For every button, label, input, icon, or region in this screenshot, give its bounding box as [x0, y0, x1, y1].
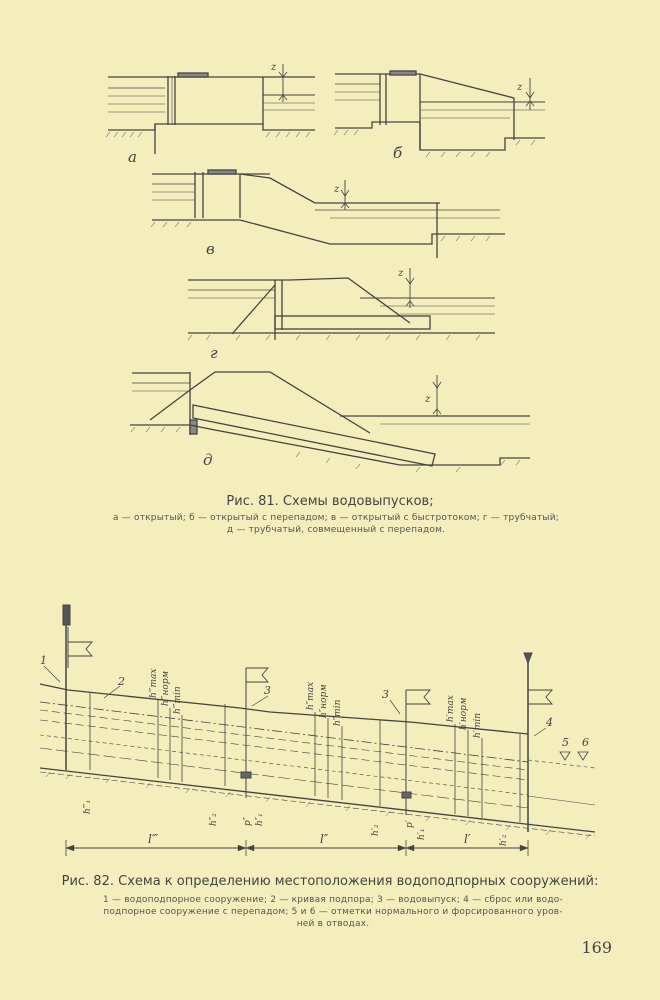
figure-81-caption-line: а — открытый; б — открытый с перепадом; в — открытый с быстротоком; г — трубчатый; — [112, 513, 560, 523]
figure-82-caption-line: подпорное сооружение с перепадом; 5 и 6 — отметки нормального и форсированного уров- — [103, 907, 563, 917]
diagram-a — [108, 64, 315, 154]
depth-label: p′ — [405, 820, 415, 828]
span-label: l′ — [464, 832, 471, 846]
z-label-a: z — [271, 62, 277, 73]
level-label: h′норм — [459, 697, 469, 730]
figure-82-caption-desc — [68, 894, 598, 930]
diagram-label-b: б — [393, 144, 403, 162]
level-label: h″min — [333, 699, 343, 726]
span-label: l″ — [320, 832, 329, 846]
depth-label: h′₂ — [371, 824, 381, 836]
depth-label: h‴₁ — [83, 799, 93, 814]
z-label-d: z — [425, 394, 431, 405]
depth-label: p″ — [243, 816, 253, 826]
diagram-label-g: г — [210, 344, 218, 362]
depth-label: h″₂ — [209, 813, 219, 826]
figure-82-caption-line: 1 — водоподпорное сооружение; 2 — кривая подпора; 3 — водовыпуск; 4 — сброс или водо- — [103, 895, 563, 905]
marker-3b: 3 — [382, 688, 389, 701]
figure-81-caption-line: д — трубчатый, совмещенный с перепадом. — [226, 525, 446, 535]
marker-6: 6 — [582, 736, 589, 749]
z-label-g: z — [398, 268, 404, 279]
diagram-label-v: в — [206, 240, 215, 258]
level-label: h″max — [306, 681, 316, 710]
diagram-b — [335, 71, 545, 150]
marker-1: 1 — [40, 654, 47, 667]
diagram-label-a: а — [128, 148, 137, 166]
figure-82-diagram — [0, 600, 660, 870]
figure-82-caption-title: Рис. 82. Схема к определению местоположения водоподпорных сооружений: — [61, 874, 599, 889]
figure-81-caption-title: Рис. 81. Схемы водовыпусков; — [226, 494, 434, 509]
marker-2: 2 — [118, 675, 125, 688]
level-label: h‴норм — [161, 670, 171, 706]
level-label: h‴min — [173, 686, 183, 714]
depth-label: h″₁ — [255, 813, 265, 826]
diagram-g — [188, 268, 495, 340]
depth-label: h′₁ — [417, 828, 427, 840]
z-label-v: z — [334, 184, 340, 195]
marker-3a: 3 — [264, 684, 271, 697]
level-label: h″норм — [319, 684, 329, 718]
marker-4: 4 — [546, 716, 553, 729]
diagram-label-d: д — [203, 451, 213, 469]
span-label: l‴ — [148, 832, 159, 846]
level-label: h′min — [473, 712, 483, 738]
level-label: h′max — [446, 695, 456, 722]
level-label: h‴max — [149, 668, 159, 698]
diagram-v — [152, 170, 505, 258]
figure-81-diagrams — [0, 40, 660, 520]
marker-5: 5 — [562, 736, 569, 749]
page-number: 169 — [581, 938, 612, 957]
diagram-d — [130, 372, 530, 466]
depth-label: h′₂ — [499, 834, 509, 846]
z-label-b: z — [517, 82, 523, 93]
figure-82-caption-line: ней в отводах. — [296, 919, 370, 929]
figure-81-caption-desc — [36, 512, 636, 536]
